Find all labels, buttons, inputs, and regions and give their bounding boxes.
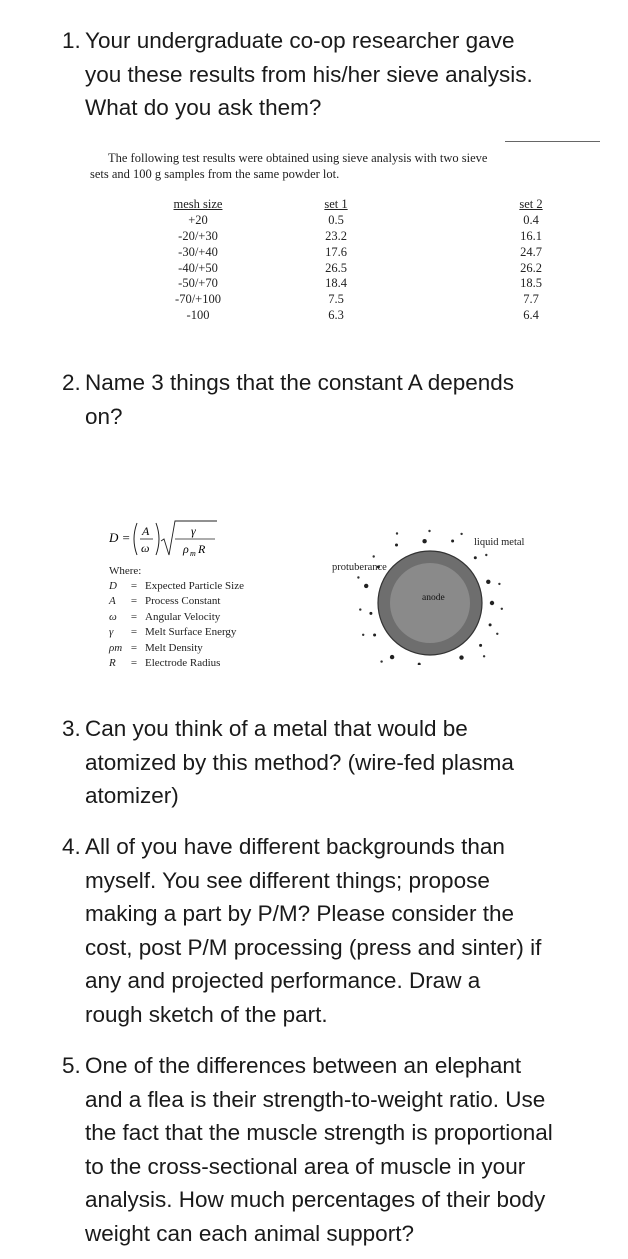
droplet xyxy=(451,540,454,543)
svg-text:γ: γ xyxy=(191,524,196,538)
table-cell: 26.2 xyxy=(520,260,542,275)
definition-symbol: R xyxy=(109,656,116,669)
table-cell: -40/+50 xyxy=(178,260,218,275)
definition-text: Melt Density xyxy=(145,641,203,654)
question-text: Can you think of a metal that would be xyxy=(85,716,468,741)
droplet xyxy=(428,530,430,532)
table-row xyxy=(150,276,576,292)
equals-sign: = xyxy=(130,641,138,654)
formula-graphic xyxy=(109,515,229,563)
equals-sign: = xyxy=(130,656,138,669)
droplet xyxy=(498,583,500,585)
table-cell: 7.5 xyxy=(328,292,344,307)
question-number: 2. xyxy=(62,370,81,395)
droplet xyxy=(496,633,498,635)
column-header: set 2 xyxy=(519,197,543,212)
label-protuberance: protuberance xyxy=(332,562,387,573)
table-cell: -100 xyxy=(186,307,210,322)
question-text: to the cross-sectional area of muscle in your xyxy=(85,1153,526,1179)
column-header: mesh size xyxy=(173,197,223,212)
droplet xyxy=(357,576,359,578)
droplet xyxy=(486,580,490,584)
definition-symbol: A xyxy=(109,595,116,608)
equals-sign: = xyxy=(130,626,138,639)
question-text: rough sketch of the part. xyxy=(85,1001,328,1027)
droplet xyxy=(418,663,421,665)
equals-sign: = xyxy=(130,595,138,608)
droplet xyxy=(390,655,394,659)
table-cell: 26.5 xyxy=(325,260,347,275)
table-cell: 7.7 xyxy=(523,292,539,307)
sieve-table xyxy=(150,197,576,323)
droplet xyxy=(485,554,487,556)
divider xyxy=(505,141,600,142)
definition-row xyxy=(109,626,244,641)
question-3 xyxy=(62,712,602,813)
sieve-intro-line: The following test results were obtained using sieve analysis with two sieve xyxy=(108,151,488,165)
formula-lhs: D = xyxy=(109,530,131,545)
droplet xyxy=(395,544,398,547)
table-cell: -20/+30 xyxy=(178,228,218,243)
droplet xyxy=(483,655,485,657)
question-number: 5. xyxy=(62,1053,81,1078)
definition-text: Process Constant xyxy=(145,595,221,608)
droplet xyxy=(396,532,398,534)
definition-row xyxy=(109,611,244,626)
anode-inner xyxy=(390,563,470,643)
table-row xyxy=(150,229,576,245)
droplet xyxy=(422,539,426,543)
question-text: myself. You see different things; propose xyxy=(85,867,490,893)
table-cell: 16.1 xyxy=(520,228,542,243)
definition-row xyxy=(109,642,244,657)
svg-text:R: R xyxy=(198,542,206,556)
question-4 xyxy=(62,830,612,1031)
droplet xyxy=(373,555,375,557)
droplet xyxy=(380,660,382,662)
svg-text:ω: ω xyxy=(141,541,150,555)
question-text: Name 3 things that the constant A depends xyxy=(85,370,515,395)
definition-text: Melt Surface Energy xyxy=(145,626,237,639)
formula-definitions xyxy=(109,565,244,672)
droplet xyxy=(489,623,492,626)
droplet xyxy=(479,644,482,647)
table-cell: -50/+70 xyxy=(178,276,218,291)
svg-text:A: A xyxy=(142,524,150,538)
sieve-intro-line: sets and 100 g samples from the same powder lot. xyxy=(90,167,340,181)
definition-row xyxy=(109,657,244,672)
question-2 xyxy=(62,366,602,433)
equals-sign: = xyxy=(130,610,138,623)
table-row xyxy=(150,292,576,308)
table-cell: 17.6 xyxy=(325,244,347,259)
droplet xyxy=(364,584,368,588)
table-cell: 24.7 xyxy=(520,244,542,259)
table-cell: 6.3 xyxy=(328,307,344,322)
definition-row xyxy=(109,595,244,610)
table-row xyxy=(150,308,576,324)
label-liquid-metal: liquid metal xyxy=(474,537,525,548)
question-text: atomized by this method? (wire-fed plasma xyxy=(85,749,514,775)
table-row xyxy=(150,213,576,229)
question-text: the fact that the muscle strength is proportional xyxy=(85,1120,553,1145)
definition-symbol: D xyxy=(109,580,117,592)
table-cell: 23.2 xyxy=(325,228,347,243)
svg-text:ρ: ρ xyxy=(183,542,189,556)
question-text: Your undergraduate co-op researcher gave xyxy=(85,28,515,53)
droplet xyxy=(362,634,364,636)
table-cell: -70/+100 xyxy=(175,292,221,307)
droplet xyxy=(474,556,477,559)
svg-text:m: m xyxy=(190,549,196,558)
definition-text: Electrode Radius xyxy=(145,656,221,669)
definition-symbol: γ xyxy=(109,626,114,639)
question-text: cost, post P/M processing (press and sinter) if xyxy=(85,934,542,960)
question-text: you these results from his/her sieve analysis. xyxy=(85,61,533,87)
table-cell: 0.4 xyxy=(523,213,539,228)
droplet xyxy=(490,601,494,605)
question-text: weight can each animal support? xyxy=(85,1220,414,1246)
question-text: on? xyxy=(85,403,123,429)
droplet xyxy=(373,634,376,637)
column-header: set 1 xyxy=(324,197,348,212)
question-number: 1. xyxy=(62,28,81,53)
table-row xyxy=(150,244,576,260)
sieve-intro xyxy=(90,150,600,182)
label-anode: anode xyxy=(422,593,445,603)
definition-symbol: ρm xyxy=(109,641,123,654)
question-text: atomizer) xyxy=(85,783,179,808)
question-1 xyxy=(62,24,602,125)
question-text: and a flea is their strength-to-weight ratio. Use xyxy=(85,1086,546,1112)
droplet xyxy=(501,608,503,610)
question-text: One of the differences between an elephant xyxy=(85,1053,522,1078)
definition-text: Angular Velocity xyxy=(145,610,221,623)
question-text: analysis. How much percentages of their body xyxy=(85,1187,546,1212)
droplet xyxy=(460,533,462,535)
particle-size-formula xyxy=(109,515,229,567)
question-text: any and projected performance. Draw a xyxy=(85,968,481,993)
question-text: making a part by P/M? Please consider the xyxy=(85,901,514,926)
question-number: 4. xyxy=(62,834,81,859)
table-cell: -30/+40 xyxy=(178,244,218,259)
definition-symbol: ω xyxy=(109,610,117,623)
question-5 xyxy=(62,1049,612,1250)
droplet xyxy=(369,612,372,615)
question-text: All of you have different backgrounds than xyxy=(85,834,505,859)
equals-sign: = xyxy=(130,580,138,592)
droplet xyxy=(459,655,463,659)
table-header-row xyxy=(150,197,576,213)
where-label: Where: xyxy=(109,565,142,577)
question-text: What do you ask them? xyxy=(85,95,322,120)
droplet xyxy=(359,608,361,610)
table-cell: 6.4 xyxy=(523,307,539,322)
question-number: 3. xyxy=(62,716,81,741)
table-cell: 18.5 xyxy=(520,276,542,291)
electrode-sketch xyxy=(330,505,550,665)
definition-text: Expected Particle Size xyxy=(145,580,244,592)
table-cell: 0.5 xyxy=(328,213,344,228)
table-cell: 18.4 xyxy=(325,276,347,291)
table-cell: +20 xyxy=(188,213,208,228)
definition-row xyxy=(109,580,244,595)
table-row xyxy=(150,260,576,276)
atomizer-diagram xyxy=(330,505,550,670)
